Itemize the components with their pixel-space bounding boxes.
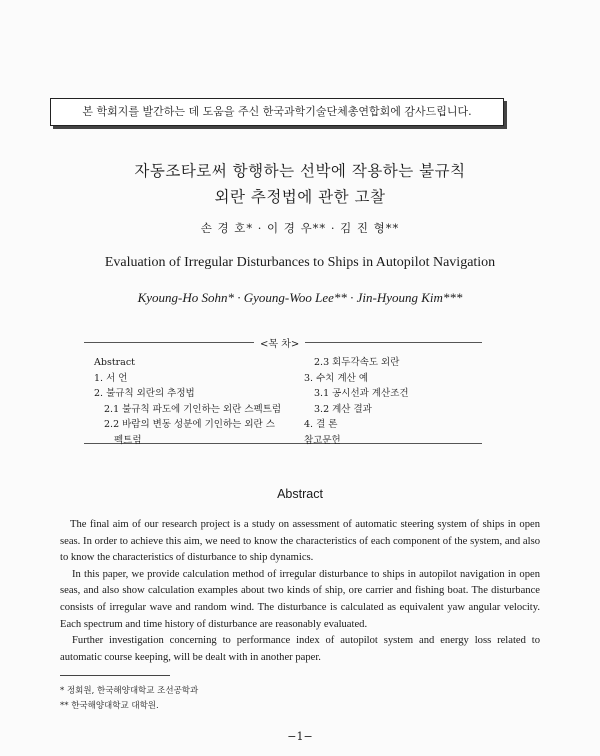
toc-entry: 펙트럼 (114, 434, 142, 446)
toc-entry: 3.2 계산 결과 (314, 403, 372, 415)
english-title: Evaluation of Irregular Disturbances to Ships in Autopilot Navigation (104, 255, 496, 270)
table-of-contents (84, 339, 482, 446)
abstract-paragraph: In this paper, we provide calculation method of irregular disturbance to ships in autopilot navigation in open seas, and also show calculation examples about two kinds of ship, ore carrier and fishing boat. The disturbance consists of irregular wave and random wind. The disturbance is calculated as equivalent yaw angular velocity. Each spectrum and time history of disturbance are reasonably evaluated. (60, 568, 540, 630)
acknowledgement-box (50, 98, 504, 126)
toc-entry: 2.1 불규칙 파도에 기인하는 외란 스펙트럼 (104, 403, 282, 415)
abstract-paragraph: The final aim of our research project is a study on assessment of automatic steering system of ships in open seas. In order to achieve this aim, we need to know the characteristics of each component of the system, and also to know the characteristics of disturbance to ship dynamics. (60, 519, 540, 564)
footnotes (60, 684, 198, 714)
toc-entry: 2.2 바람의 변동 성분에 기인하는 외란 스 (104, 419, 275, 430)
korean-authors: 손 경 호* · 이 경 우** · 김 진 형** (200, 221, 400, 235)
toc-entry: Abstract (94, 357, 135, 368)
english-authors: Kyoung-Ho Sohn* · Gyoung-Woo Lee** · Jin-Hyoung Kim*** (137, 290, 463, 305)
abstract-body (60, 517, 540, 666)
footnote-1: * 정회원, 한국해양대학교 조선공학과 (60, 686, 199, 696)
toc-right-column (304, 355, 474, 448)
toc-entry: 2. 불규칙 외란의 추정법 (94, 388, 195, 399)
toc-entry: 1. 서 언 (94, 372, 128, 384)
toc-left-column (94, 355, 304, 448)
footnote-2: ** 한국해양대학교 대학원. (60, 701, 159, 711)
toc-entry: 3. 수치 계산 예 (304, 372, 369, 384)
korean-title-line2: 외란 추정법에 관한 고찰 (214, 188, 386, 206)
footnote-divider (60, 675, 170, 676)
acknowledgement-text: 본 학회지를 발간하는 데 도움을 주신 한국과학기술단체총연합회에 감사드립니다. (82, 105, 472, 118)
toc-entry: 3.1 공시선과 계산조건 (314, 388, 409, 399)
toc-entry: 4. 결 론 (304, 419, 338, 430)
korean-title (0, 158, 600, 210)
toc-heading: <목 차> (254, 335, 305, 350)
toc-entry: 2.3 회두각속도 외란 (314, 357, 400, 368)
abstract-paragraph: Further investigation concerning to performance index of autopilot system and energy loss related to automatic course keeping, will be dealt with in another paper. (60, 635, 540, 663)
toc-entry: 참고문헌 (304, 434, 341, 446)
page-number: −1− (287, 730, 313, 743)
abstract-heading: Abstract (277, 487, 323, 501)
korean-title-line1: 자동조타로써 항행하는 선박에 작용하는 불규칙 (134, 162, 466, 180)
